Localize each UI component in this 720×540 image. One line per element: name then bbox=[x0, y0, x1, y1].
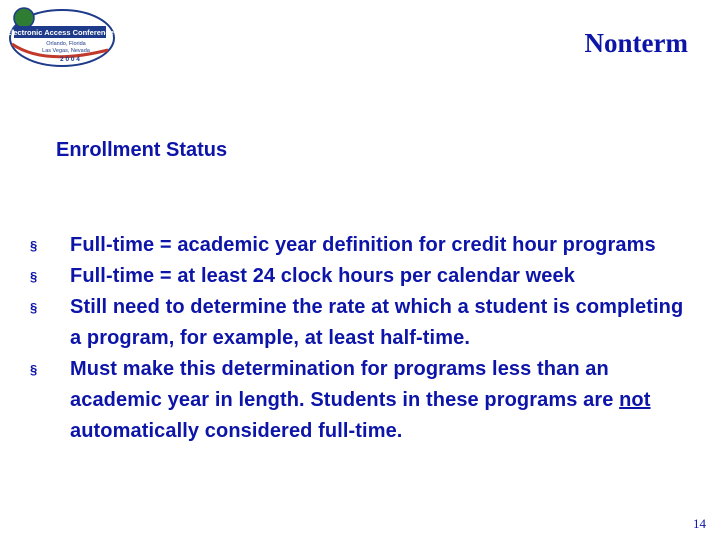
page-number: 14 bbox=[693, 516, 706, 531]
conference-logo bbox=[4, 4, 116, 70]
bullet-text-underlined: not bbox=[619, 389, 651, 411]
globe-icon bbox=[14, 8, 34, 28]
bullet-text bbox=[70, 354, 688, 447]
bullet-text-before: Must make this determination for programs less than an academic year in length. Students in these programs are bbox=[70, 358, 620, 411]
bullet-marker-icon: § bbox=[30, 300, 38, 315]
bullet-marker-icon: § bbox=[30, 238, 38, 253]
list-item bbox=[28, 292, 688, 354]
bullet-marker-icon: § bbox=[30, 362, 38, 377]
bullet-list bbox=[28, 230, 688, 447]
section-subtitle: Enrollment Status bbox=[56, 139, 228, 161]
list-item bbox=[28, 230, 688, 261]
logo-year: 2 0 0 4 bbox=[60, 56, 80, 63]
page-title: Nonterm bbox=[584, 28, 688, 58]
bullet-text: Full-time = at least 24 clock hours per calendar week bbox=[70, 265, 575, 287]
bullet-text: Still need to determine the rate at which a student is completing a program, for example, at least half-time. bbox=[70, 296, 684, 349]
logo-location-1: Orlando, Florida bbox=[46, 41, 86, 47]
bullet-marker-icon: § bbox=[30, 269, 38, 284]
list-item bbox=[28, 354, 688, 447]
bullet-text: Full-time = academic year definition for credit hour programs bbox=[70, 234, 656, 256]
logo-location-2: Las Vegas, Nevada bbox=[42, 48, 90, 54]
list-item bbox=[28, 261, 688, 292]
logo-name: Electronic Access Conference bbox=[6, 28, 114, 37]
bullet-text-after: automatically considered full-time. bbox=[70, 420, 403, 442]
